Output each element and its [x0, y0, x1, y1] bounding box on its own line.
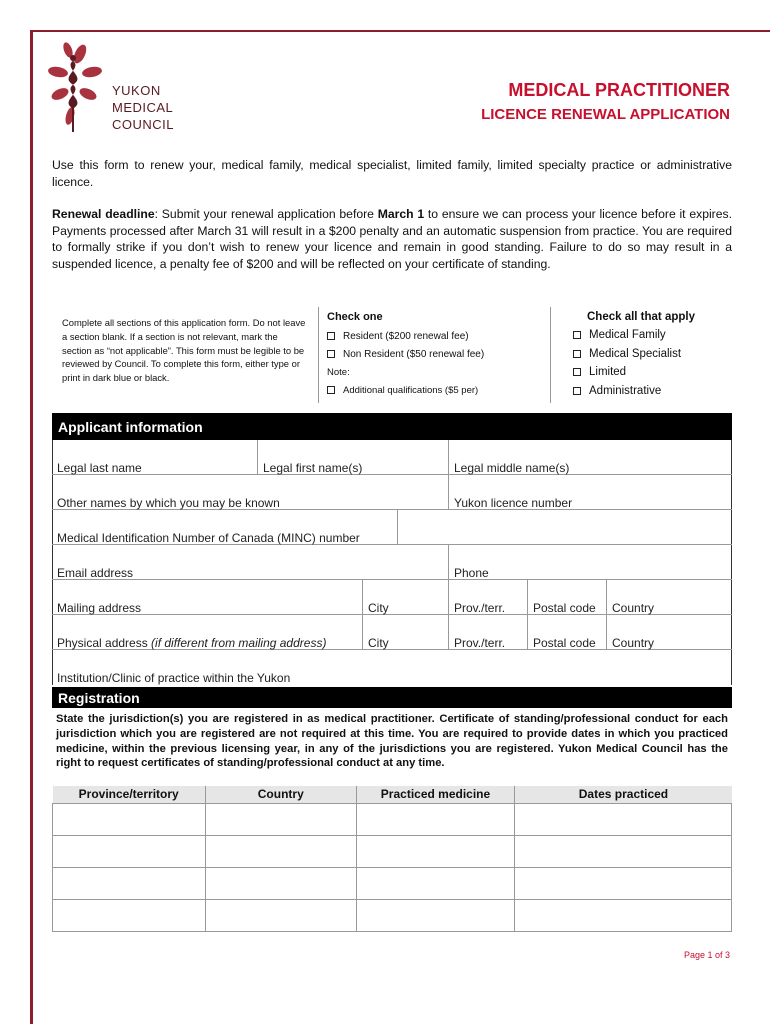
administrative-checkbox[interactable]: [573, 387, 581, 395]
email-field[interactable]: [52, 545, 448, 580]
administrative-option[interactable]: [555, 382, 727, 401]
physical-address-note: (if different from mailing address): [151, 636, 327, 650]
limited-label: Limited: [589, 366, 627, 379]
mailing-city-label: City: [368, 601, 389, 615]
deadline-text-a: : Submit your renewal application before: [154, 207, 378, 221]
physical-postal-label: Postal code: [533, 636, 596, 650]
table-row: [53, 835, 732, 867]
table-cell[interactable]: [53, 867, 206, 899]
additional-qualifications-option[interactable]: [327, 381, 542, 399]
deadline-label: Renewal deadline: [52, 207, 155, 221]
institution-label: Institution/Clinic of practice within the Yukon: [57, 671, 291, 685]
legal-first-name-field[interactable]: [258, 440, 448, 475]
physical-prov-field[interactable]: [449, 615, 527, 650]
table-cell[interactable]: [356, 803, 515, 835]
limited-option[interactable]: [555, 363, 727, 382]
page-number: Page 1 of 3: [683, 950, 730, 960]
non-resident-label: Non Resident ($50 renewal fee): [343, 348, 485, 360]
mailing-address-field[interactable]: [52, 580, 362, 615]
registration-section-header: Registration: [52, 687, 732, 708]
email-label: Email address: [57, 566, 134, 580]
table-row: [53, 803, 732, 835]
medical-specialist-label: Medical Specialist: [589, 347, 682, 360]
minc-value-field[interactable]: [398, 510, 732, 545]
resident-option[interactable]: [327, 327, 542, 345]
deadline-paragraph: [52, 206, 732, 272]
mailing-address-row: [52, 580, 732, 615]
medical-specialist-option[interactable]: [555, 345, 727, 364]
table-row: [53, 899, 732, 931]
form-subtitle: LICENCE RENEWAL APPLICATION: [481, 106, 730, 123]
mailing-postal-label: Postal code: [533, 601, 596, 615]
table-cell[interactable]: [53, 835, 206, 867]
legal-first-name-label: Legal first name(s): [263, 461, 363, 475]
additional-qualifications-label: Additional qualifications ($5 per): [343, 384, 479, 396]
check-all-title: Check all that apply: [586, 311, 695, 323]
limited-checkbox[interactable]: [573, 368, 581, 376]
physical-city-field[interactable]: [363, 615, 448, 650]
mailing-postal-field[interactable]: [528, 580, 606, 615]
legal-middle-name-field[interactable]: [449, 440, 732, 475]
form-title: MEDICAL PRACTITIONER: [508, 80, 730, 100]
mailing-prov-label: Prov./terr.: [454, 601, 506, 615]
non-resident-checkbox[interactable]: [327, 350, 335, 358]
mailing-address-label: Mailing address: [57, 601, 142, 615]
check-all-group: [551, 307, 731, 404]
medical-family-label: Medical Family: [589, 329, 666, 342]
intro-paragraph: Use this form to renew your, medical family, medical specialist, limited family, limited specialty practice or administrative licence.: [52, 158, 732, 189]
table-cell[interactable]: [205, 803, 356, 835]
resident-checkbox[interactable]: [327, 332, 335, 340]
table-cell[interactable]: [205, 835, 356, 867]
logo-line-yukon: YUKON: [112, 83, 161, 98]
medical-family-option[interactable]: [555, 326, 727, 345]
legal-last-name-label: Legal last name: [57, 461, 142, 475]
table-cell[interactable]: [515, 803, 732, 835]
table-cell[interactable]: [515, 835, 732, 867]
deadline-text-b: to ensure we can process your licence before it expires. Payments processed after March 31 will result in a $200 penalty and an automatic suspension from practice. You are required to formally strike if you don’t wish to renew your licence and remain in good standing. Failure to do so may result in a suspended licence, a penalty fee of $200 and will be reflected on your certificate of standing.: [52, 207, 733, 271]
col-country: Country: [205, 786, 356, 803]
col-province-territory: Province/territory: [53, 786, 206, 803]
note-row: [327, 363, 542, 381]
page-border-top: [30, 30, 770, 32]
mailing-city-field[interactable]: [363, 580, 448, 615]
legal-middle-name-label: Legal middle name(s): [454, 461, 570, 475]
registration-table-header: [53, 786, 732, 803]
other-names-row: [52, 475, 732, 510]
table-row: [53, 867, 732, 899]
physical-country-field[interactable]: [607, 615, 732, 650]
logo-wordmark: [112, 82, 174, 133]
minc-row: [52, 510, 732, 545]
applicant-section-header: Applicant information: [52, 413, 732, 440]
yukon-licence-number-label: Yukon licence number: [454, 496, 573, 510]
table-cell[interactable]: [356, 899, 515, 931]
physical-city-label: City: [368, 636, 389, 650]
col-practiced-medicine: Practiced medicine: [356, 786, 515, 803]
instructions-note: Complete all sections of this application form. Do not leave a section blank. If a section is not relevant, mark the section as “not applicable”. This form must be legible to be reviewed by Council. To complete this form, either type or print in dark blue or black.: [62, 317, 306, 384]
minc-label: Medical Identification Number of Canada (MINC) number: [57, 531, 360, 545]
institution-field[interactable]: [52, 650, 732, 685]
table-cell[interactable]: [356, 867, 515, 899]
registration-table: [52, 786, 732, 932]
table-cell[interactable]: [205, 867, 356, 899]
other-names-field[interactable]: [52, 475, 448, 510]
physical-address-row: [52, 615, 732, 650]
deadline-date: March 1: [377, 207, 425, 221]
table-cell[interactable]: [356, 835, 515, 867]
other-names-label: Other names by which you may be known: [57, 496, 280, 510]
physical-address-label: Physical address: [57, 636, 152, 650]
page-border-left: [30, 30, 33, 1024]
medical-specialist-checkbox[interactable]: [573, 350, 581, 358]
phone-field[interactable]: [449, 545, 732, 580]
table-cell[interactable]: [53, 899, 206, 931]
note-label: Note:: [327, 366, 350, 378]
table-cell[interactable]: [53, 803, 206, 835]
physical-address-field[interactable]: [52, 615, 362, 650]
name-row: [52, 440, 732, 475]
minc-field[interactable]: [52, 510, 397, 545]
physical-country-label: Country: [612, 636, 655, 650]
physical-postal-field[interactable]: [528, 615, 606, 650]
yukon-licence-number-field[interactable]: [449, 475, 732, 510]
medical-family-checkbox[interactable]: [573, 331, 581, 339]
table-cell[interactable]: [515, 867, 732, 899]
physical-prov-label: Prov./terr.: [454, 636, 506, 650]
logo-line-council: COUNCIL: [112, 117, 175, 132]
non-resident-option[interactable]: [327, 345, 542, 363]
mailing-prov-field[interactable]: [449, 580, 527, 615]
phone-label: Phone: [454, 566, 489, 580]
mailing-country-label: Country: [612, 601, 655, 615]
check-one-title: Check one: [327, 311, 383, 323]
administrative-label: Administrative: [589, 384, 662, 397]
col-dates-practiced: Dates practiced: [515, 786, 732, 803]
logo-line-medical: MEDICAL: [112, 100, 174, 115]
institution-row: [52, 650, 732, 685]
registration-instructions: State the jurisdiction(s) you are registered in as medical practitioner. Certificate of standing/professional conduct for each jurisdiction which you are registered are not required at this time. You are required to provide dates in which you practiced medicine, within the previous licensing year, in any of the jurisdictions you are registered. Yukon Medical Council has the right to request certificates of standing/professional conduct at any time.: [56, 713, 728, 770]
table-cell[interactable]: [515, 899, 732, 931]
table-cell[interactable]: [205, 899, 356, 931]
legal-last-name-field[interactable]: [52, 440, 257, 475]
check-one-group: [318, 307, 551, 403]
additional-qualifications-checkbox[interactable]: [327, 386, 335, 394]
mailing-country-field[interactable]: [607, 580, 732, 615]
contact-row: [52, 545, 732, 580]
resident-label: Resident ($200 renewal fee): [343, 330, 469, 342]
